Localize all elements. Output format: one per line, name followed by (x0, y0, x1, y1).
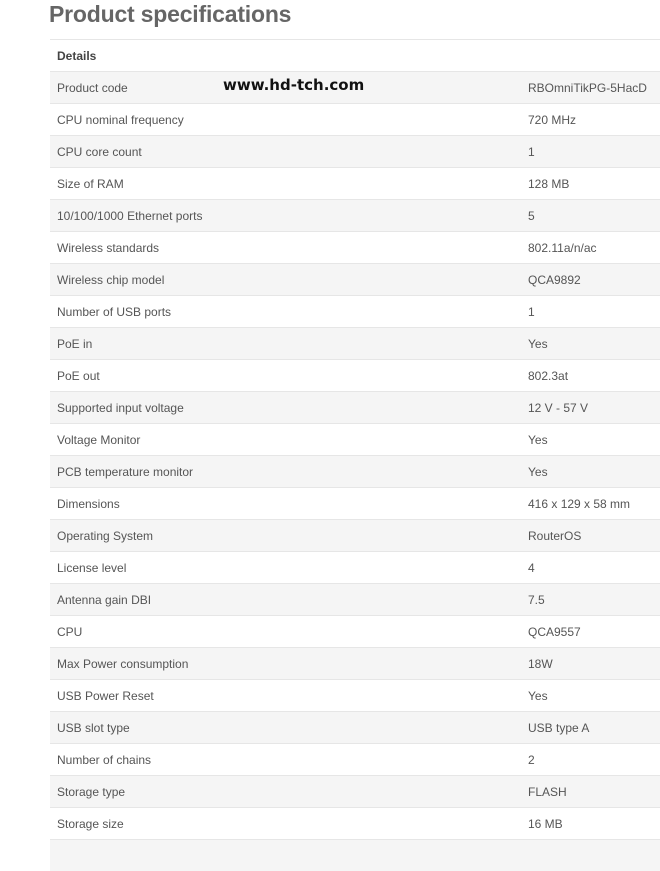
spec-label: USB slot type (57, 720, 130, 735)
spec-value: 7.5 (528, 592, 545, 607)
spec-value: 2 (528, 752, 535, 767)
spec-value: Yes (528, 432, 548, 447)
spec-value: RBOmniTikPG-5HacD (528, 80, 647, 95)
spec-value: USB type A (528, 720, 590, 735)
spec-label: CPU (57, 624, 83, 639)
table-row (50, 807, 660, 839)
table-row (50, 103, 660, 135)
spec-label: Antenna gain DBI (57, 592, 152, 607)
spec-value: 802.3at (528, 368, 569, 383)
spec-value: Yes (528, 464, 548, 479)
spec-value: 416 x 129 x 58 mm (528, 496, 631, 511)
spec-label: PoE out (57, 368, 100, 383)
spec-value: 1 (528, 144, 535, 159)
spec-label: Size of RAM (57, 176, 124, 191)
spec-value: QCA9892 (528, 272, 581, 287)
table-row (50, 135, 660, 167)
table-row (50, 455, 660, 487)
spec-value: 5 (528, 208, 535, 223)
table-row (50, 743, 660, 775)
spec-label: License level (57, 560, 127, 575)
spec-label: Number of chains (57, 752, 152, 767)
spec-value: 720 MHz (528, 112, 577, 127)
spec-label: Storage type (57, 784, 126, 799)
spec-rows (50, 71, 660, 871)
spec-label: Wireless chip model (57, 272, 165, 287)
table-row (50, 519, 660, 551)
spec-value: RouterOS (528, 528, 582, 543)
spec-label: CPU core count (57, 144, 142, 159)
table-row (50, 295, 660, 327)
table-row (50, 839, 660, 871)
table-row (50, 551, 660, 583)
watermark-text: www.hd-tch.com (223, 76, 365, 94)
spec-label: Supported input voltage (57, 400, 184, 415)
spec-label: Product code (57, 80, 128, 95)
spec-label: Number of USB ports (57, 304, 172, 319)
spec-value: 802.11a/n/ac (528, 240, 597, 255)
spec-value: 18W (528, 656, 553, 671)
spec-label: Max Power consumption (57, 656, 189, 671)
table-row (50, 423, 660, 455)
table-row (50, 487, 660, 519)
table-row (50, 583, 660, 615)
spec-value: Yes (528, 688, 548, 703)
spec-value: QCA9557 (528, 624, 581, 639)
spec-label: Dimensions (57, 496, 120, 511)
spec-value: 1 (528, 304, 535, 319)
table-row (50, 615, 660, 647)
section-header-details: Details (50, 39, 660, 71)
spec-value: 128 MB (528, 176, 570, 191)
table-row (50, 327, 660, 359)
spec-value: 16 MB (528, 816, 563, 831)
spec-label: USB Power Reset (57, 688, 154, 703)
spec-label: 10/100/1000 Ethernet ports (57, 208, 203, 223)
spec-value: FLASH (528, 784, 567, 799)
table-row (50, 775, 660, 807)
spec-value: 4 (528, 560, 535, 575)
table-row (50, 263, 660, 295)
table-row (50, 679, 660, 711)
spec-label: PoE in (57, 336, 93, 351)
spec-label: CPU nominal frequency (57, 112, 184, 127)
table-row (50, 359, 660, 391)
spec-value: 12 V - 57 V (528, 400, 589, 415)
table-row (50, 647, 660, 679)
spec-label: Wireless standards (57, 240, 160, 255)
table-row (50, 199, 660, 231)
specifications-table (50, 39, 660, 871)
table-row (50, 231, 660, 263)
table-row (50, 711, 660, 743)
table-row (50, 167, 660, 199)
spec-label: Voltage Monitor (57, 432, 141, 447)
table-row (50, 391, 660, 423)
spec-label: PCB temperature monitor (57, 464, 194, 479)
spec-value: Yes (528, 336, 548, 351)
spec-label: Operating System (57, 528, 154, 543)
page-title: Product specifications (49, 1, 292, 27)
spec-label: Storage size (57, 816, 124, 831)
